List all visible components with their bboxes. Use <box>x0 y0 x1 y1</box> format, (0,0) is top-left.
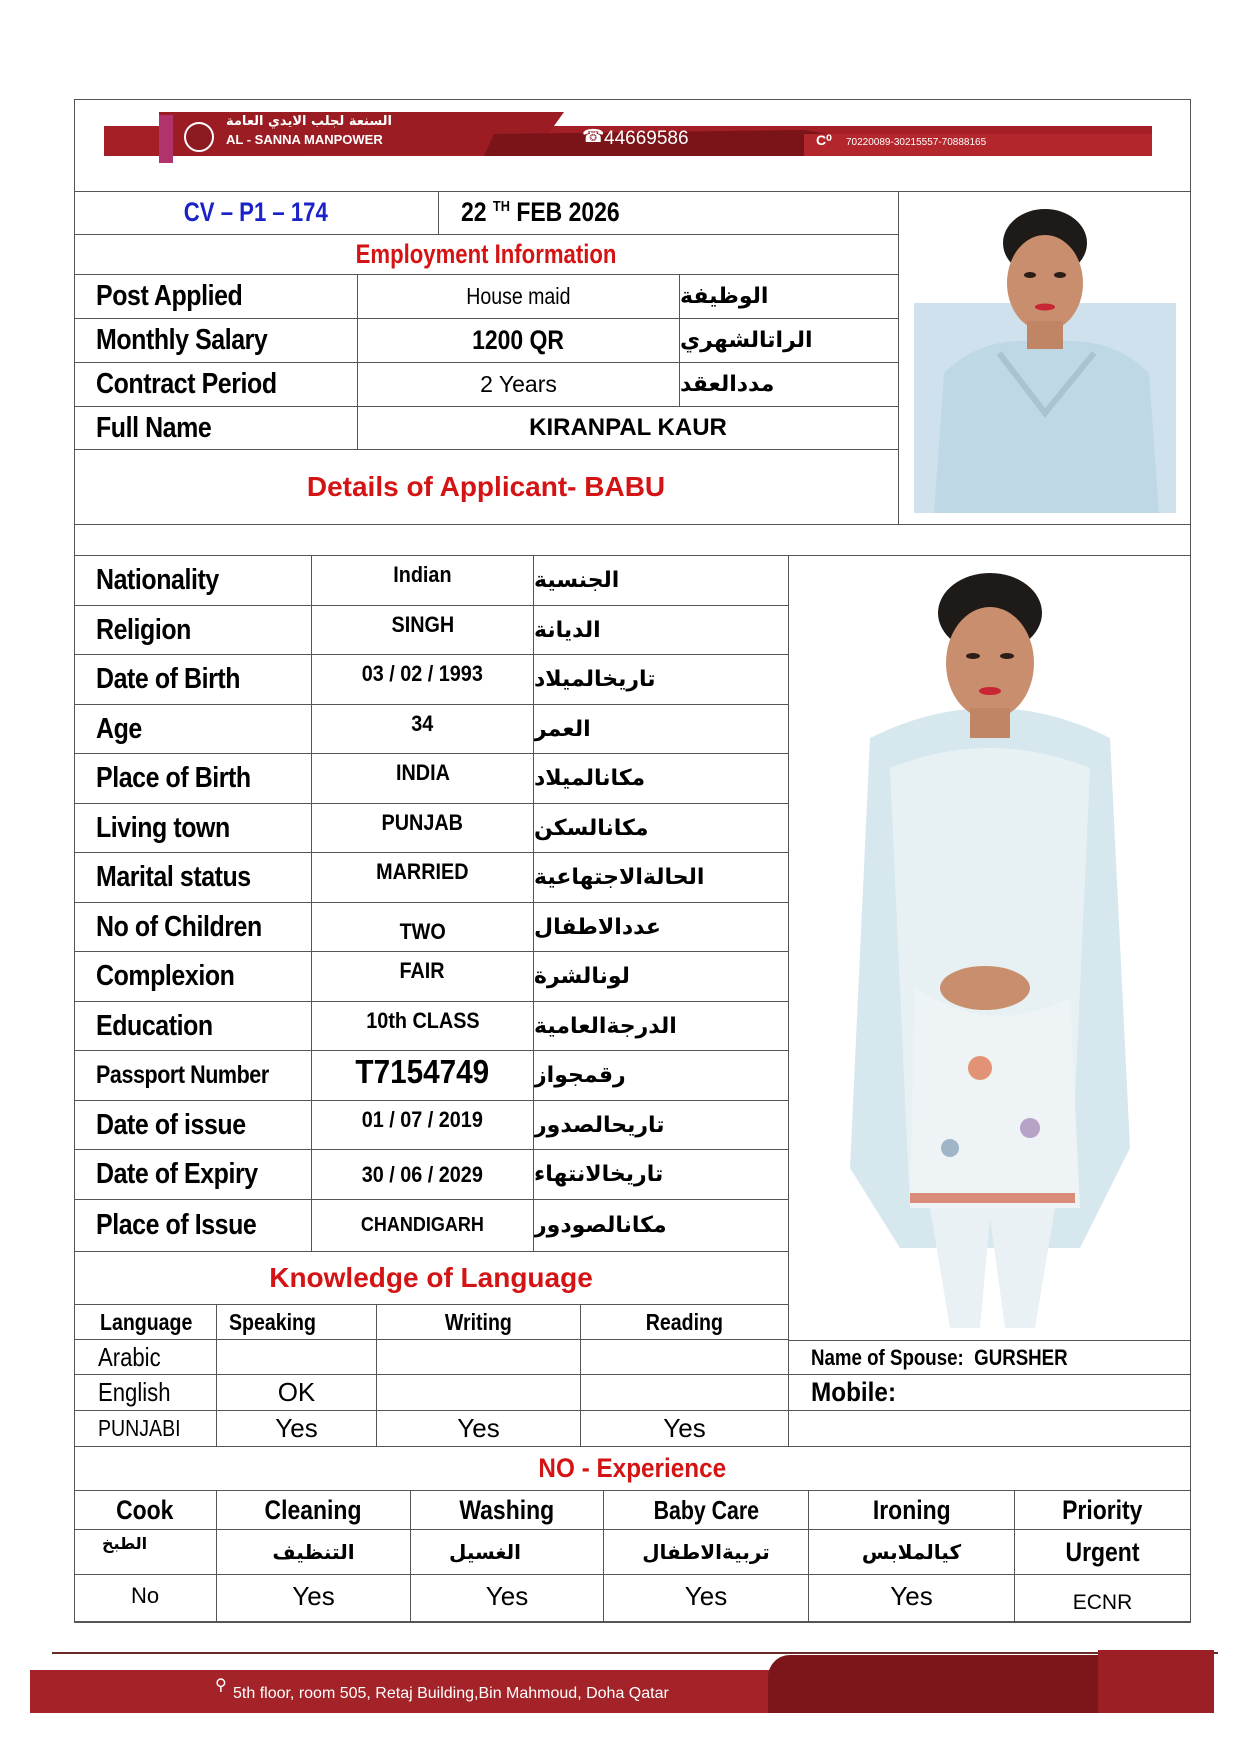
post-applied-label: Post Applied <box>74 275 358 319</box>
monthly-salary-label: Monthly Salary <box>74 319 358 363</box>
skill-header-ironing: Ironing <box>809 1491 1015 1530</box>
detail-value-place-of-issue: CHANDIGARH <box>312 1200 534 1252</box>
spouse-label: Name of Spouse: <box>811 1344 964 1370</box>
detail-label-date-of-expiry: Date of Expiry <box>74 1150 312 1200</box>
details-section-title: Details of Applicant- BABU <box>74 450 899 525</box>
detail-arabic-place-of-issue: مكانالصودور <box>534 1200 789 1252</box>
detail-value-complexion: FAIR <box>312 952 534 1002</box>
detail-value-date-of-issue: 01 / 07 / 2019 <box>312 1101 534 1150</box>
spouse-row <box>789 1340 1191 1375</box>
mobile-row <box>789 1375 1191 1411</box>
detail-arabic-complexion: لونالشرة <box>534 952 789 1002</box>
detail-arabic-no-of-children: عددالاطفال <box>534 903 789 952</box>
skill-header-priority: Priority <box>1015 1491 1191 1530</box>
detail-value-marital-status: MARRIED <box>312 853 534 903</box>
lang-arabic-name: Arabic <box>74 1340 217 1375</box>
post-applied-arabic: الوظيفة <box>680 275 899 319</box>
location-pin-icon: ⚲ <box>215 1677 227 1694</box>
skill-header-cleaning: Cleaning <box>217 1491 411 1530</box>
detail-value-no-of-children: TWO <box>312 903 534 952</box>
full-name-value: KIRANPAL KAUR <box>358 407 899 450</box>
detail-value-religion: SINGH <box>312 606 534 655</box>
lang-punjabi-writing: Yes <box>377 1411 581 1447</box>
detail-label-religion: Religion <box>74 606 312 655</box>
lang-english-speaking: OK <box>217 1375 377 1411</box>
detail-label-marital-status: Marital status <box>74 853 312 903</box>
monthly-salary-arabic: الراتالشهري <box>680 319 899 363</box>
lang-header-speaking: Speaking <box>217 1305 377 1340</box>
detail-value-passport-number: T7154749 <box>312 1051 534 1101</box>
detail-arabic-education: الدرجةالعامية <box>534 1002 789 1051</box>
post-applied-value: House maid <box>358 275 680 319</box>
detail-arabic-place-of-birth: مكانالميلاد <box>534 754 789 804</box>
spouse-name: GURSHER <box>974 1344 1068 1370</box>
phone-number: 44669586 <box>604 128 689 149</box>
detail-arabic-age: العمر <box>534 705 789 754</box>
skill-arabic-baby-care: تربيةالاطفال <box>604 1530 809 1575</box>
priority-ecnr: ECNR <box>1015 1575 1191 1622</box>
detail-arabic-passport-number: رقمجواز <box>534 1051 789 1101</box>
priority-value: Urgent <box>1015 1530 1191 1575</box>
detail-label-date-of-issue: Date of issue <box>74 1101 312 1150</box>
company-name: AL - SANNA MANPOWER <box>226 132 383 147</box>
detail-label-passport-number: Passport Number <box>74 1051 312 1101</box>
skill-header-washing: Washing <box>411 1491 604 1530</box>
skill-value-baby-care: Yes <box>604 1575 809 1622</box>
cv-date-text: 22 $^{TH}$ FEB 2026 <box>461 197 620 227</box>
skill-value-cook: No <box>74 1575 217 1622</box>
detail-label-age: Age <box>74 705 312 754</box>
detail-value-date-of-expiry: 30 / 06 / 2029 <box>312 1150 534 1200</box>
lang-punjabi-reading: Yes <box>581 1411 789 1447</box>
mobile-icon: C⁰ <box>816 132 832 148</box>
detail-value-nationality: Indian <box>312 556 534 606</box>
skill-arabic-ironing: كيالملابس <box>809 1530 1015 1575</box>
full-name-label: Full Name <box>74 407 358 450</box>
footer-dark-block <box>768 1655 1098 1713</box>
skill-value-cleaning: Yes <box>217 1575 411 1622</box>
detail-label-date-of-birth: Date of Birth <box>74 655 312 705</box>
lang-english-name: English <box>74 1375 217 1411</box>
detail-value-date-of-birth: 03 / 02 / 1993 <box>312 655 534 705</box>
monthly-salary-value: 1200 QR <box>358 319 680 363</box>
mobile-numbers: 70220089-30215557-70888165 <box>846 137 987 148</box>
applicant-photo-full-body <box>789 556 1191 1340</box>
lang-punjabi-speaking: Yes <box>217 1411 377 1447</box>
lang-punjabi-name: PUNJABI <box>74 1411 217 1447</box>
lang-arabic-writing <box>377 1340 581 1375</box>
full-body-image <box>830 568 1150 1328</box>
detail-arabic-living-town: مكانالسكن <box>534 804 789 853</box>
footer-divider <box>52 1652 1218 1654</box>
detail-value-age: 34 <box>312 705 534 754</box>
spacer-row <box>74 525 1191 556</box>
detail-label-place-of-issue: Place of Issue <box>74 1200 312 1252</box>
detail-arabic-nationality: الجنسية <box>534 556 789 606</box>
detail-arabic-date-of-issue: تاريحالصدور <box>534 1101 789 1150</box>
skill-arabic-cleaning: التنظيف <box>217 1530 411 1575</box>
lang-english-writing <box>377 1375 581 1411</box>
cv-reference-text: CV – P1 – 174 <box>183 197 329 227</box>
detail-arabic-marital-status: الحالةالاجتهاعية <box>534 853 789 903</box>
empty-row <box>789 1411 1191 1447</box>
phone-icon: ☎ <box>582 126 605 146</box>
detail-value-education: 10th CLASS <box>312 1002 534 1051</box>
skill-value-washing: Yes <box>411 1575 604 1622</box>
contract-period-value: 2 Years <box>358 363 680 407</box>
detail-label-living-town: Living town <box>74 804 312 853</box>
detail-label-complexion: Complexion <box>74 952 312 1002</box>
detail-value-living-town: PUNJAB <box>312 804 534 853</box>
skill-value-ironing: Yes <box>809 1575 1015 1622</box>
company-logo-icon <box>184 122 214 152</box>
skill-header-cook: Cook <box>74 1491 217 1530</box>
cv-date <box>439 191 899 235</box>
detail-arabic-date-of-birth: تاريخالميلاد <box>534 655 789 705</box>
detail-arabic-date-of-expiry: تاريخالانتهاء <box>534 1150 789 1200</box>
detail-label-no-of-children: No of Children <box>74 903 312 952</box>
skill-arabic-cook: الطبخ <box>74 1530 217 1575</box>
experience-section-title: NO - Experience <box>74 1447 1191 1491</box>
skill-header-baby-care: Baby Care <box>604 1491 809 1530</box>
employment-section-title: Employment Information <box>74 235 899 275</box>
language-section-title: Knowledge of Language <box>74 1252 789 1305</box>
company-header-banner <box>104 112 1152 167</box>
lang-header-language: Language <box>74 1305 217 1340</box>
detail-label-education: Education <box>74 1002 312 1051</box>
detail-label-place-of-birth: Place of Birth <box>74 754 312 804</box>
cv-reference <box>74 191 439 235</box>
lang-header-reading: Reading <box>581 1305 789 1340</box>
lang-english-reading <box>581 1375 789 1411</box>
contract-period-label: Contract Period <box>74 363 358 407</box>
detail-value-place-of-birth: INDIA <box>312 754 534 804</box>
lang-arabic-reading <box>581 1340 789 1375</box>
detail-arabic-religion: الديانة <box>534 606 789 655</box>
portrait-image <box>914 203 1176 513</box>
lang-header-writing: Writing <box>377 1305 581 1340</box>
footer-right-block <box>1098 1650 1214 1713</box>
mobile-label: Mobile: <box>811 1377 897 1407</box>
lang-arabic-speaking <box>217 1340 377 1375</box>
skill-arabic-washing: الغسيل <box>411 1530 604 1575</box>
applicant-photo-portrait <box>899 191 1191 525</box>
detail-label-nationality: Nationality <box>74 556 312 606</box>
footer-address: 5th floor, room 505, Retaj Building,Bin Mahmoud, Doha Qatar <box>233 1685 669 1702</box>
contract-period-arabic: مددالعقد <box>680 363 899 407</box>
company-name-arabic: السنعة لجلب الايدي العامة <box>226 114 392 129</box>
